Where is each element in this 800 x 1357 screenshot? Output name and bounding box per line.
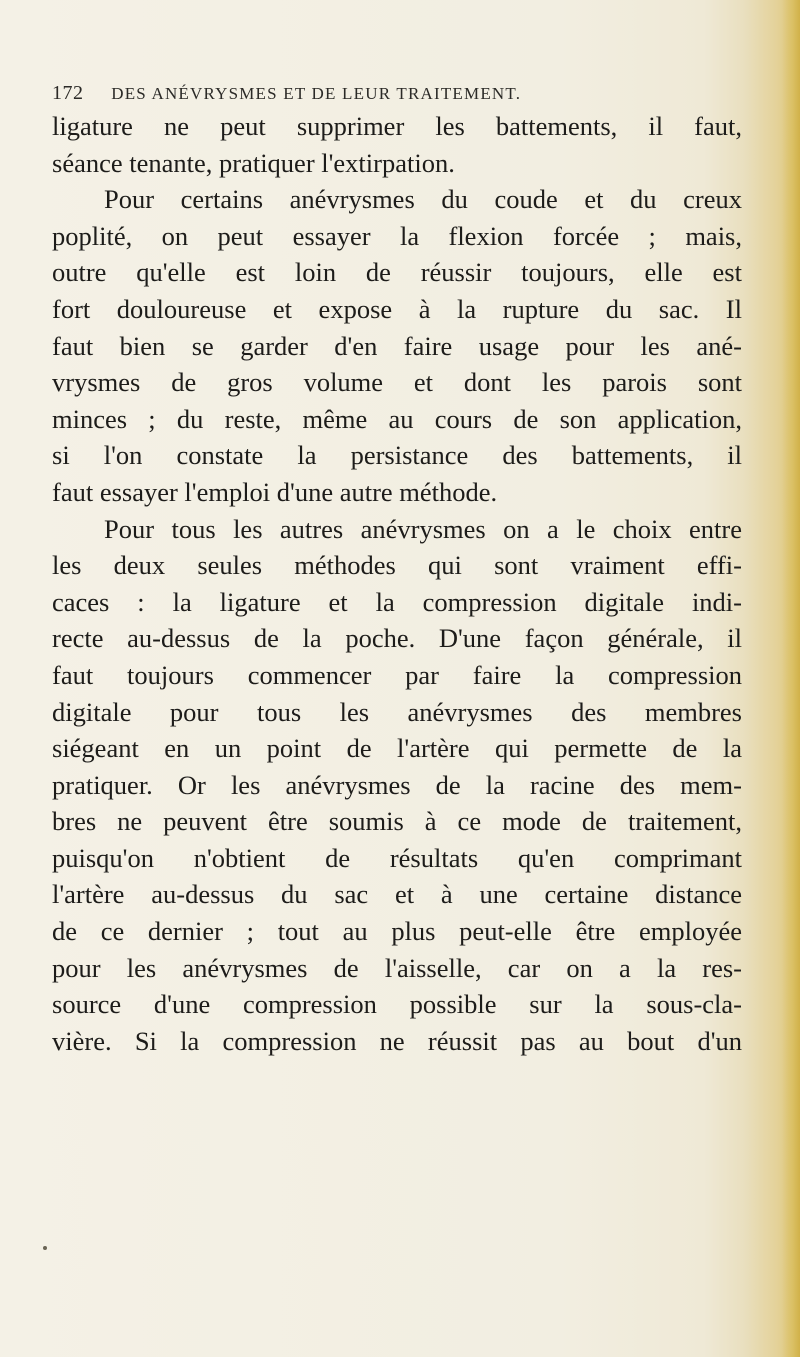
text-line: de ce dernier ; tout au plus peut-elle être employée (52, 916, 742, 947)
text-line: l'artère au-dessus du sac et à une certaine distance (52, 879, 742, 910)
text-line: fort douloureuse et expose à la rupture du sac. Il (52, 293, 742, 324)
body-text (52, 108, 742, 1059)
text-line: les deux seules méthodes qui sont vraiment effi- (52, 550, 742, 581)
text-line: ligature ne peut supprimer les battements, il faut, (52, 111, 742, 141)
text-line: puisqu'on n'obtient de résultats qu'en comprimant (52, 842, 742, 873)
page-edge-shadow (782, 0, 800, 1357)
ink-speck (43, 1246, 47, 1250)
text-line: source d'une compression possible sur la sous-cla- (52, 989, 742, 1020)
text-line: pratiquer. Or les anévrysmes de la racine des mem- (52, 769, 742, 800)
text-line: bres ne peuvent être soumis à ce mode de traitement, (52, 806, 742, 837)
text-line: recte au-dessus de la poche. D'une façon générale, il (52, 623, 742, 654)
text-line: si l'on constate la persistance des battements, il (52, 440, 742, 471)
text-line: vière. Si la compression ne réussit pas au bout d'un (52, 1025, 742, 1056)
text-line: vrysmes de gros volume et dont les parois sont (52, 367, 742, 398)
text-line: siégeant en un point de l'artère qui permette de la (52, 733, 742, 764)
text-line: Pour tous les autres anévrysmes on a le choix entre (104, 513, 742, 544)
text-line: minces ; du reste, même au cours de son application, (52, 403, 742, 434)
text-line: poplité, on peut essayer la flexion forcée ; mais, (52, 220, 742, 251)
text-line: digitale pour tous les anévrysmes des membres (52, 696, 742, 727)
text-line: faut bien se garder d'en faire usage pour les ané- (52, 330, 742, 361)
text-line: pour les anévrysmes de l'aisselle, car on a la res- (52, 952, 742, 983)
text-line: séance tenante, pratiquer l'extirpation. (52, 147, 455, 178)
text-line: faut toujours commencer par faire la compression (52, 659, 742, 690)
text-line: outre qu'elle est loin de réussir toujours, elle est (52, 257, 742, 288)
running-title: DES ANÉVRYSMES ET DE LEUR TRAITEMENT. (111, 84, 522, 103)
page-number: 172 (52, 82, 84, 104)
text-line: faut essayer l'emploi d'une autre méthode. (52, 476, 498, 507)
text-line: caces : la ligature et la compression digitale indi- (52, 586, 742, 617)
text-line: Pour certains anévrysmes du coude et du creux (104, 184, 742, 215)
